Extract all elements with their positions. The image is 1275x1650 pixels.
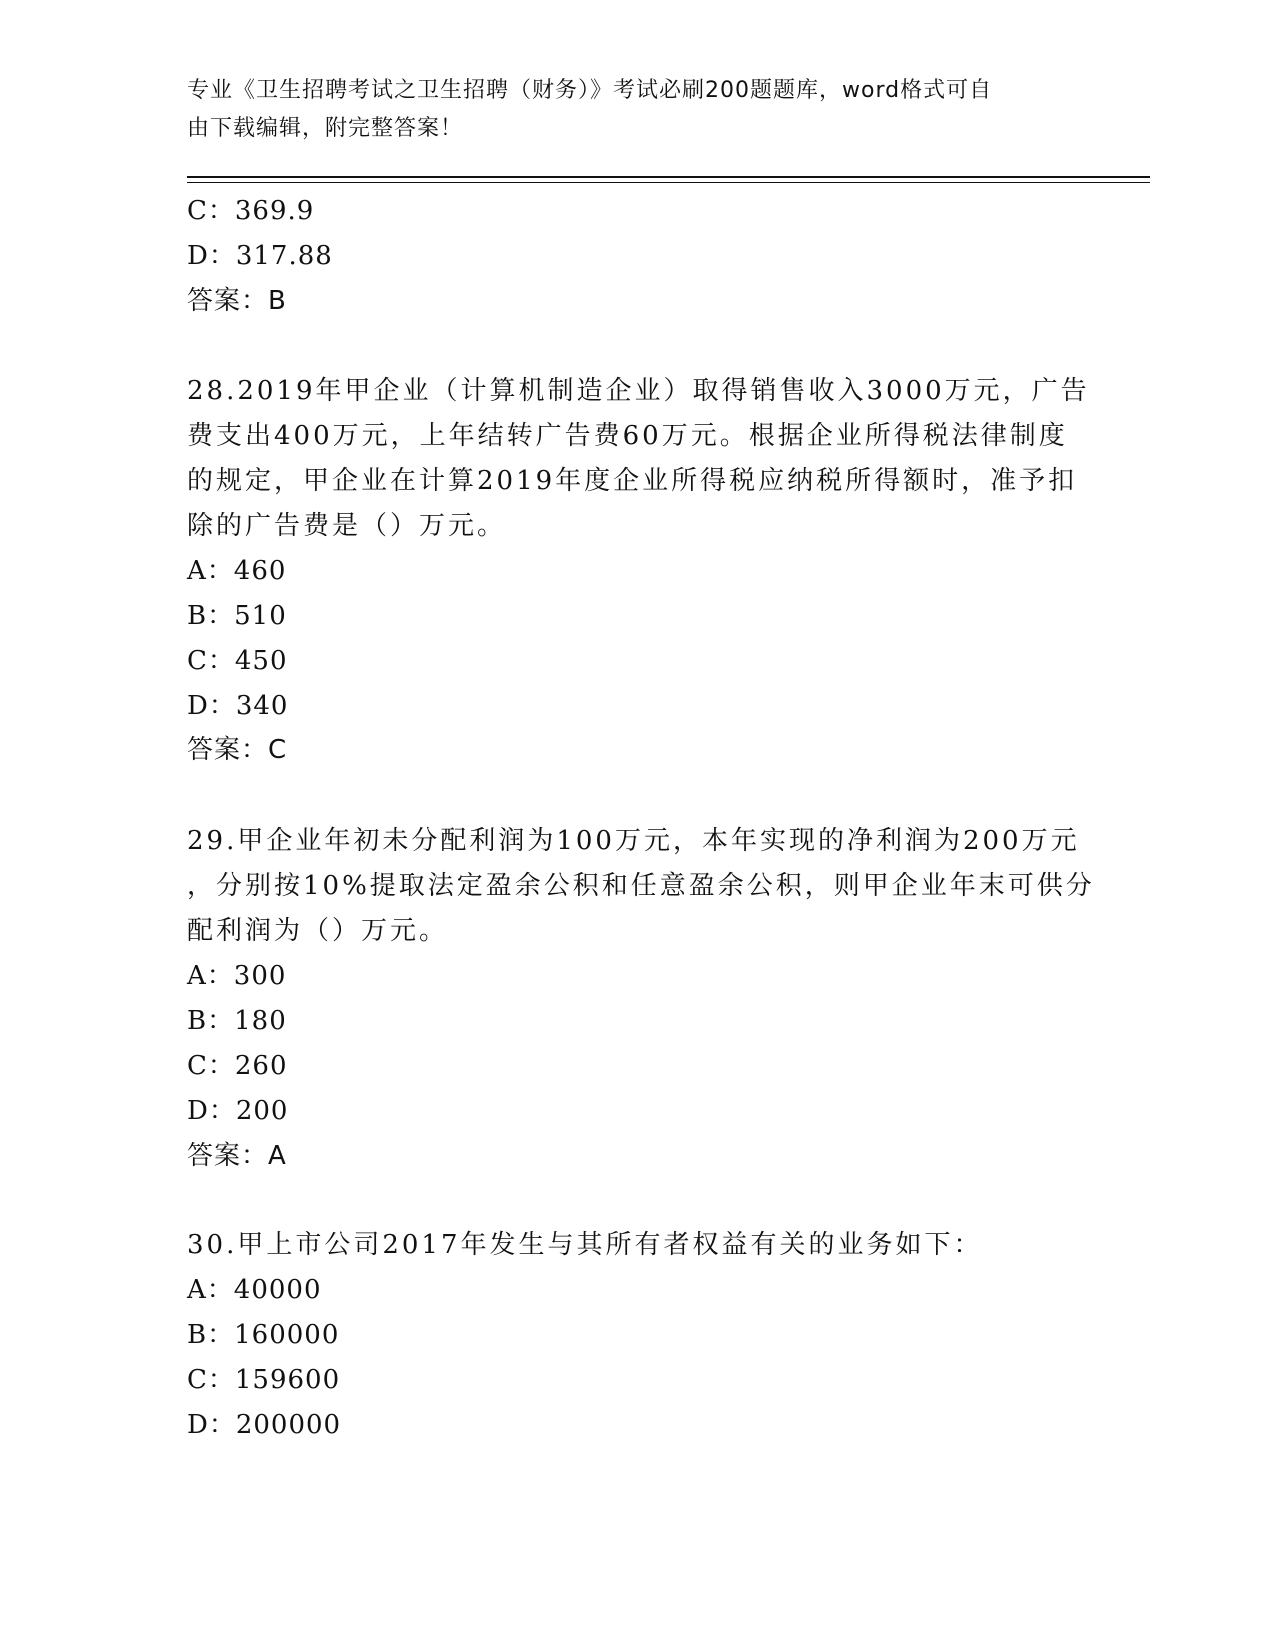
q30-option-a: A：40000 <box>187 1275 322 1305</box>
q29-option-a: A：300 <box>187 961 287 991</box>
q30-option-c: C：159600 <box>187 1365 341 1395</box>
q28-answer: 答案：C <box>187 735 288 765</box>
q28-stem-line-4: 除的广告费是（）万元。 <box>187 511 507 541</box>
q27-option-d: D：317.88 <box>187 241 333 271</box>
q28-option-b: B：510 <box>187 601 287 631</box>
q27-answer: 答案：B <box>187 286 287 316</box>
q28-option-d: D：340 <box>187 691 289 721</box>
q29-stem-line-1: 29.甲企业年初未分配利润为100万元，本年实现的净利润为200万元 <box>187 826 1080 856</box>
q28-stem-line-2: 费支出400万元，上年结转广告费60万元。根据企业所得税法律制度 <box>187 421 1068 451</box>
q28-option-c: C：450 <box>187 646 288 676</box>
q28-option-a: A：460 <box>187 556 287 586</box>
header-divider-thick <box>187 176 1150 178</box>
q29-option-b: B：180 <box>187 1006 287 1036</box>
q30-option-d: D：200000 <box>187 1410 342 1440</box>
q30-option-b: B：160000 <box>187 1320 340 1350</box>
document-header <box>187 72 1087 148</box>
header-line-2: 由下载编辑，附完整答案！ <box>187 116 464 141</box>
q27-option-c: C：369.9 <box>187 196 315 226</box>
header-divider-thin <box>187 182 1150 183</box>
q29-answer: 答案：A <box>187 1141 287 1171</box>
q30-stem-line-1: 30.甲上市公司2017年发生与其所有者权益有关的业务如下： <box>187 1230 983 1260</box>
q28-stem-line-3: 的规定，甲企业在计算2019年度企业所得税应纳税所得额时，准予扣 <box>187 466 1078 496</box>
q28-stem-line-1: 28.2019年甲企业（计算机制造企业）取得销售收入3000万元，广告 <box>187 376 1090 406</box>
header-line-1: 专业《卫生招聘考试之卫生招聘（财务）》考试必刷200题题库，word格式可自 <box>187 78 993 103</box>
q29-stem-line-2: ，分别按10%提取法定盈余公积和任意盈余公积，则甲企业年末可供分 <box>187 871 1095 901</box>
q29-option-c: C：260 <box>187 1051 288 1081</box>
q29-stem-line-3: 配利润为（）万元。 <box>187 916 449 946</box>
q29-option-d: D：200 <box>187 1096 289 1126</box>
